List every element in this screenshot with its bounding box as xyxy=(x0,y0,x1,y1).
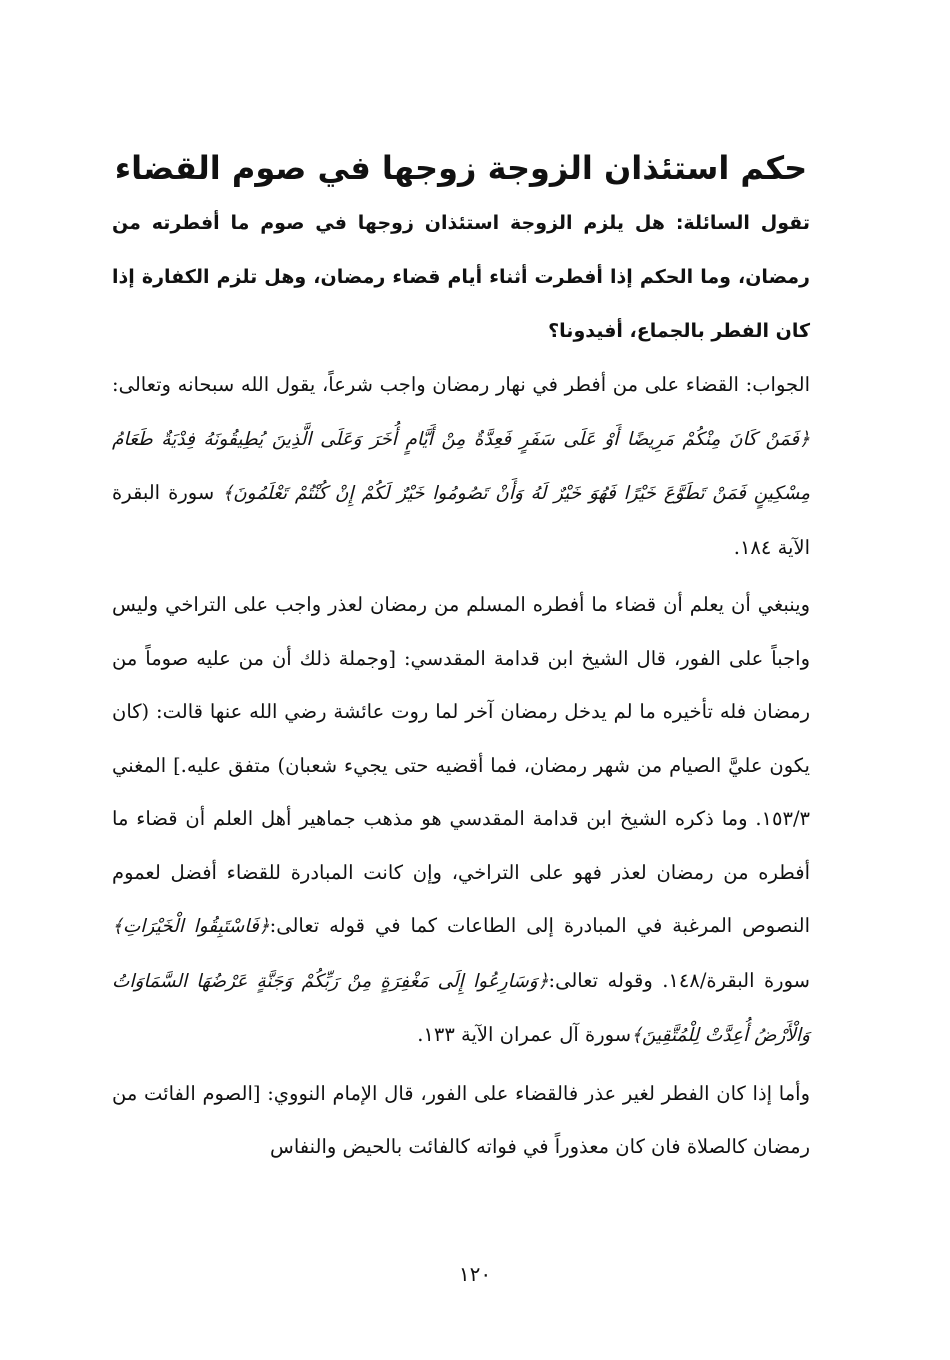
answer-intro: الجواب: القضاء على من أفطر في نهار رمضان واجب شرعاً، يقول الله سبحانه وتعالى: xyxy=(112,373,810,396)
page-number: ١٢٠ xyxy=(458,1262,492,1286)
paragraph-text: وينبغي أن يعلم أن قضاء ما أفطره المسلم من رمضان لعذر واجب على التراخي وليس واجباً على الفور، قال الشيخ ابن قدامة المقدسي: [وجملة ذلك أن من عليه صوماً من رمضان فله تأخيره ما لم يدخل رمضان آخر لما روت عائشة رضي الله عنها قالت: (كان يكون عليَّ الصيام من شهر رمضان، فما أقضيه حتى يجيء شعبان) متفق عليه.] المغني ١٥٣/٣. وما ذكره الشيخ ابن قدامة المقدسي هو مذهب جماهير أهل العلم أن قضاء ما أفطره من رمضان لعذر فهو على التراخي، وإن كانت المبادرة للقضاء أفضل لعموم النصوص المرغبة في المبادرة إلى الطاعات كما في قوله تعالى: xyxy=(112,593,810,937)
quran-verse-al-imran-133: ﴿وَسَارِعُوا إِلَى مَغْفِرَةٍ مِنْ رَبِّكُمْ وَجَنَّةٍ عَرْضُهَا السَّمَاوَاتُ وَالْأَرْضُ أُعِدَّتْ لِلْمُتَّقِينَ﴾ xyxy=(112,970,810,1046)
verse-reference: سورة آل عمران الآية ١٣٣. xyxy=(417,1023,632,1046)
quran-verse-baqarah-148: ﴿فَاسْتَبِقُوا الْخَيْرَاتِ﴾ xyxy=(112,916,270,937)
answer-paragraph-1 xyxy=(112,358,810,574)
question-paragraph: تقول السائلة: هل يلزم الزوجة استئذان زوجها في صوم ما أفطرته من رمضان، وما الحكم إذا أفطرت أثناء أيام قضاء رمضان، وهل تلزم الكفارة إذا كان الفطر بالجماع، أفيدونا؟ xyxy=(112,212,810,342)
verse-reference: سورة البقرة الآية ١٨٤. xyxy=(112,481,810,559)
answer-paragraph-2 xyxy=(112,578,810,1063)
book-page xyxy=(112,140,810,1174)
answer-paragraph-3: وأما إذا كان الفطر لغير عذر فالقضاء على الفور، قال الإمام النووي: [الصوم الفائت من رمضان كالصلاة فان كان معذوراً في فواته كالفائت بالحيض والنفاس xyxy=(112,1081,810,1158)
paragraph-text: سورة البقرة/١٤٨. وقوله تعالى: xyxy=(548,968,811,992)
quran-verse-baqarah-184: ﴿فَمَنْ كَانَ مِنْكُمْ مَرِيضًا أَوْ عَلَى سَفَرٍ فَعِدَّةٌ مِنْ أَيَّامٍ أُخَرَ وَعَلَى الَّذِينَ يُطِيقُونَهُ فِدْيَةٌ طَعَامُ مِسْكِينٍ فَمَنْ تَطَوَّعَ خَيْرًا فَهُوَ خَيْرٌ لَهُ وَأَنْ تَصُومُوا خَيْرٌ لَكُمْ إِنْ كُنْتُمْ تَعْلَمُونَ﴾ xyxy=(112,428,811,504)
page-title: حكم استئذان الزوجة زوجها في صوم القضاء xyxy=(114,149,808,187)
